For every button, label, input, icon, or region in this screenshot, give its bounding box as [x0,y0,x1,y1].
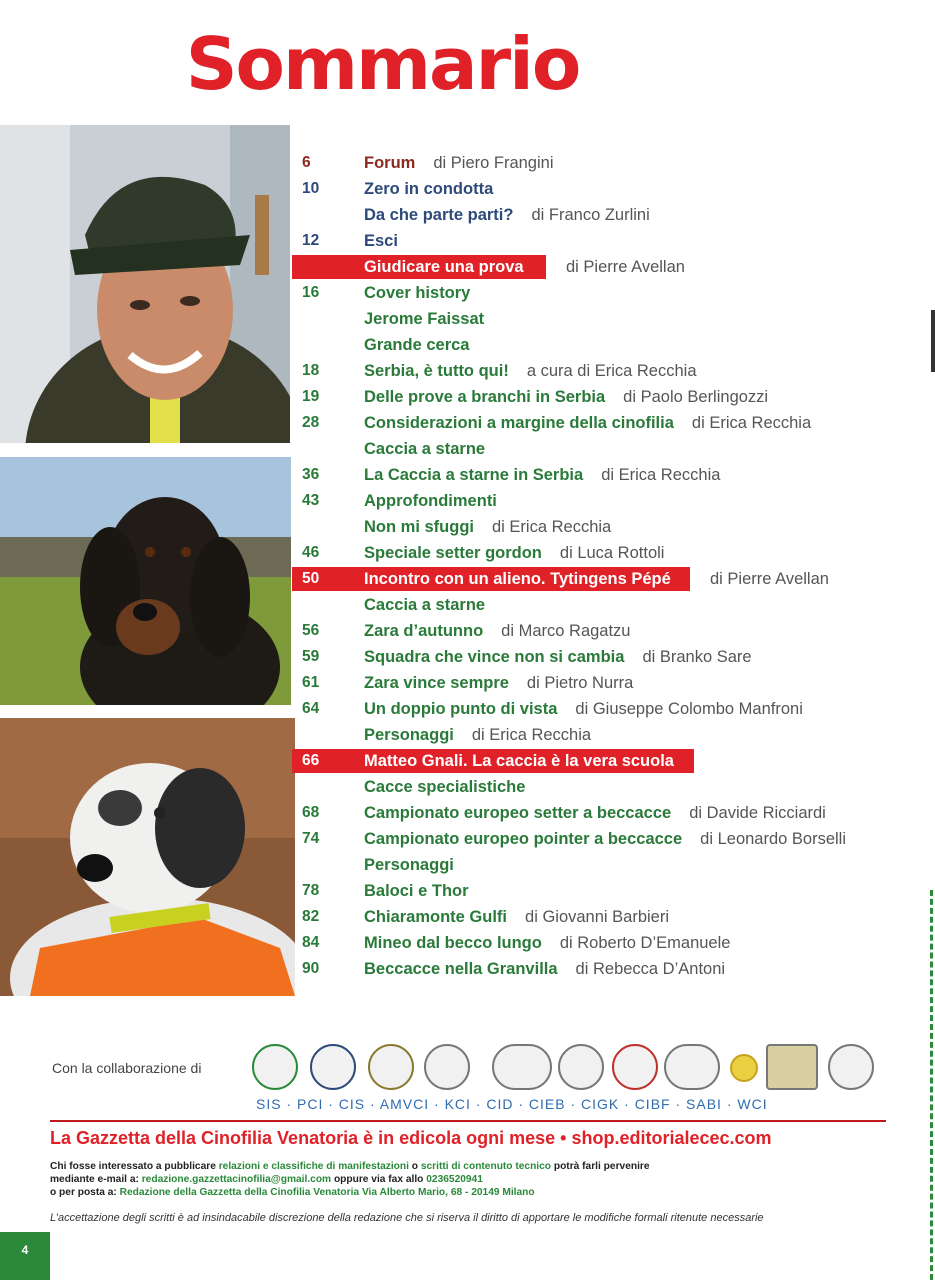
toc-title-text: Giudicare una prova [364,258,524,276]
toc-entry[interactable] [296,202,916,228]
toc-author: di Erica Recchia [471,726,592,744]
edicola-banner: La Gazzetta della Cinofilia Venatoria è in edicola ogni mese • shop.editorialecec.com [50,1128,772,1148]
toc-title [364,254,685,280]
toc-entry[interactable] [296,956,916,982]
toc-author: di Pietro Nurra [526,674,634,692]
pci-logo-icon [310,1044,356,1090]
toc-entry[interactable] [296,306,916,332]
toc-entry[interactable] [296,176,916,202]
toc-title [364,930,730,956]
toc-page-number: 28 [302,414,320,431]
toc-title [364,748,674,774]
toc-author: di Rebecca D’Antoni [575,960,726,978]
toc-entry[interactable] [296,592,916,618]
partner-codes: SIS · PCI · CIS · AMVCI · KCI · CID · CIEB · CIGK · CIBF · SABI · WCI [256,1096,768,1112]
toc-page-number: 59 [302,648,320,665]
toc-title-text: Campionato europeo setter a beccacce [364,804,672,822]
toc-page-number: 64 [302,700,320,717]
toc-title-text: Approfondimenti [364,492,497,510]
toc-page-number: 82 [302,908,320,925]
toc-author: di Pierre Avellan [710,570,829,588]
toc-entry[interactable] [296,254,916,280]
toc-title-text: Zara vince sempre [364,674,509,692]
toc-title-text: Mineo dal becco lungo [364,934,542,952]
toc-author: di Davide Ricciardi [689,804,826,822]
toc-page-number: 10 [302,180,320,197]
toc-author: di Paolo Berlingozzi [623,388,769,406]
toc-entry[interactable] [296,540,916,566]
cigk-logo-icon [664,1044,720,1090]
divider [50,1120,886,1122]
toc-title [364,956,725,982]
toc-page-number: 74 [302,830,320,847]
toc-title [364,774,525,800]
toc-entry[interactable] [296,670,916,696]
toc-page-number: 61 [302,674,320,691]
wci-logo-icon [828,1044,874,1090]
toc-title-text: Forum [364,154,416,172]
toc-title-text: Campionato europeo pointer a beccacce [364,830,683,848]
english-setter-photo [0,718,295,996]
toc-author: di Branko Sare [642,648,752,666]
cid-logo-icon [558,1044,604,1090]
toc-entry[interactable] [296,462,916,488]
toc-title [364,670,633,696]
toc-entry[interactable] [296,150,916,176]
gordon-setter-photo [0,457,291,705]
toc-title-text: Caccia a starne [364,440,486,458]
toc-title [364,462,720,488]
toc-entry[interactable] [296,566,916,592]
toc-author: di Erica Recchia [691,414,812,432]
toc-page-number: 19 [302,388,320,405]
toc-title-text: Cover history [364,284,471,302]
toc-entry[interactable] [296,410,916,436]
toc-title-text: Squadra che vince non si cambia [364,648,625,666]
toc-entry[interactable] [296,722,916,748]
toc-title [364,852,454,878]
toc-title-text: Un doppio punto di vista [364,700,558,718]
page-number: 4 [0,1232,50,1280]
toc-page-number: 90 [302,960,320,977]
toc-title [364,540,664,566]
toc-page-number: 6 [302,154,311,171]
side-mark [931,310,935,372]
toc-entry[interactable] [296,514,916,540]
toc-title [364,436,485,462]
toc-title-text: Zero in condotta [364,180,494,198]
toc-author: di Luca Rottoli [559,544,665,562]
toc-entry[interactable] [296,878,916,904]
toc-entry[interactable] [296,852,916,878]
toc-page-number: 78 [302,882,320,899]
toc-entry[interactable] [296,228,916,254]
side-decoration [930,890,935,1280]
toc-entry[interactable] [296,618,916,644]
toc-entry[interactable] [296,644,916,670]
toc-title [364,384,768,410]
toc-entry[interactable] [296,826,916,852]
toc-page-number: 36 [302,466,320,483]
toc-author: di Erica Recchia [492,518,612,536]
toc-title [364,592,485,618]
toc-title-text: Esci [364,232,398,250]
kci-logo-icon [492,1044,552,1090]
toc-title [364,878,469,904]
toc-entry[interactable] [296,930,916,956]
toc-author: di Roberto D’Emanuele [559,934,731,952]
toc-title [364,800,826,826]
toc-title [364,488,497,514]
toc-title [364,904,669,930]
toc-author: di Leonardo Borselli [700,830,847,848]
toc-author: di Franco Zurlini [531,206,650,224]
toc-page-number: 84 [302,934,320,951]
toc-author: di Giuseppe Colombo Manfroni [575,700,803,718]
submission-info: Chi fosse interessato a pubblicare relazioni e classifiche di manifestazioni o scritti di contenuto tecnico potrà farli pervenire mediante e-mail a: redazione.gazzettacinofilia@gmail.com oppure via fax allo 0236520941 o per posta a: Redazione della Gazzetta della Cinofilia Venatoria Via Alberto Mario, 68 - 20149 Milano [50,1161,650,1198]
toc-title [364,618,630,644]
toc-entry[interactable] [296,696,916,722]
toc-title-text: Jerome Faissat [364,310,485,328]
toc-title [364,332,469,358]
toc-title-text: Grande cerca [364,336,470,354]
hunter-photo [0,125,290,443]
toc-title [364,176,493,202]
toc-entry[interactable] [296,774,916,800]
disclaimer: L’accettazione degli scritti è ad insindacabile discrezione della redazione che si riserva il diritto di apportare le modifiche formali ritenute necessarie [50,1212,764,1224]
email-link[interactable]: redazione.gazzettacinofilia@gmail.com [141,1174,332,1185]
toc-title [364,722,591,748]
toc-entry[interactable] [296,384,916,410]
page-title: Sommario [185,22,580,106]
toc-page-number: 68 [302,804,320,821]
toc-title [364,826,846,852]
toc-page-number: 18 [302,362,320,379]
toc-entry[interactable] [296,904,916,930]
toc-title [364,202,650,228]
toc-title-text: Baloci e Thor [364,882,469,900]
toc-title [364,514,611,540]
toc-title [364,150,553,176]
toc-title-text: Serbia, è tutto qui! [364,362,509,380]
toc-title-text: Non mi sfuggi [364,518,474,536]
cieb-logo-icon [612,1044,658,1090]
toc-title-text: Chiaramonte Gulfi [364,908,508,926]
toc-page-number: 66 [302,752,320,769]
toc-entry[interactable] [296,436,916,462]
toc-title [364,566,829,592]
table-of-contents [296,150,916,982]
toc-entry[interactable] [296,358,916,384]
sis-logo-icon [252,1044,298,1090]
toc-author: a cura di Erica Recchia [526,362,697,380]
sabi-logo-icon [766,1044,818,1090]
cis-logo-icon [368,1044,414,1090]
toc-title-text: Da che parte parti? [364,206,514,224]
toc-title-text: Incontro con un alieno. Tytingens Pépé [364,570,671,588]
toc-title [364,644,752,670]
toc-page-number: 16 [302,284,320,301]
cibf-logo-icon [730,1054,758,1082]
toc-title [364,696,803,722]
toc-entry[interactable] [296,332,916,358]
toc-page-number: 56 [302,622,320,639]
toc-title-text: Matteo Gnali. La caccia è la vera scuola [364,752,674,770]
toc-author: di Marco Ragatzu [501,622,631,640]
toc-title-text: Speciale setter gordon [364,544,542,562]
toc-page-number: 50 [302,570,320,587]
toc-author: di Giovanni Barbieri [525,908,670,926]
toc-page-number: 46 [302,544,320,561]
toc-title-text: Delle prove a branchi in Serbia [364,388,606,406]
toc-title [364,280,470,306]
toc-author: di Pierre Avellan [566,258,685,276]
amvci-logo-icon [424,1044,470,1090]
toc-title-text: Zara d’autunno [364,622,484,640]
toc-author: di Erica Recchia [601,466,721,484]
toc-entry[interactable] [296,748,916,774]
toc-title-text: La Caccia a starne in Serbia [364,466,584,484]
toc-page-number: 43 [302,492,320,509]
toc-title [364,306,484,332]
toc-title-text: Personaggi [364,726,454,744]
toc-entry[interactable] [296,488,916,514]
toc-entry[interactable] [296,280,916,306]
toc-page-number: 12 [302,232,320,249]
toc-title [364,358,697,384]
toc-title-text: Caccia a starne [364,596,486,614]
toc-title-text: Considerazioni a margine della cinofilia [364,414,674,432]
toc-title [364,410,811,436]
toc-title-text: Personaggi [364,856,454,874]
toc-title-text: Cacce specialistiche [364,778,526,796]
toc-title [364,228,398,254]
collaboration-label: Con la collaborazione di [52,1060,202,1076]
toc-title-text: Beccacce nella Granvilla [364,960,558,978]
toc-author: di Piero Frangini [433,154,554,172]
toc-entry[interactable] [296,800,916,826]
